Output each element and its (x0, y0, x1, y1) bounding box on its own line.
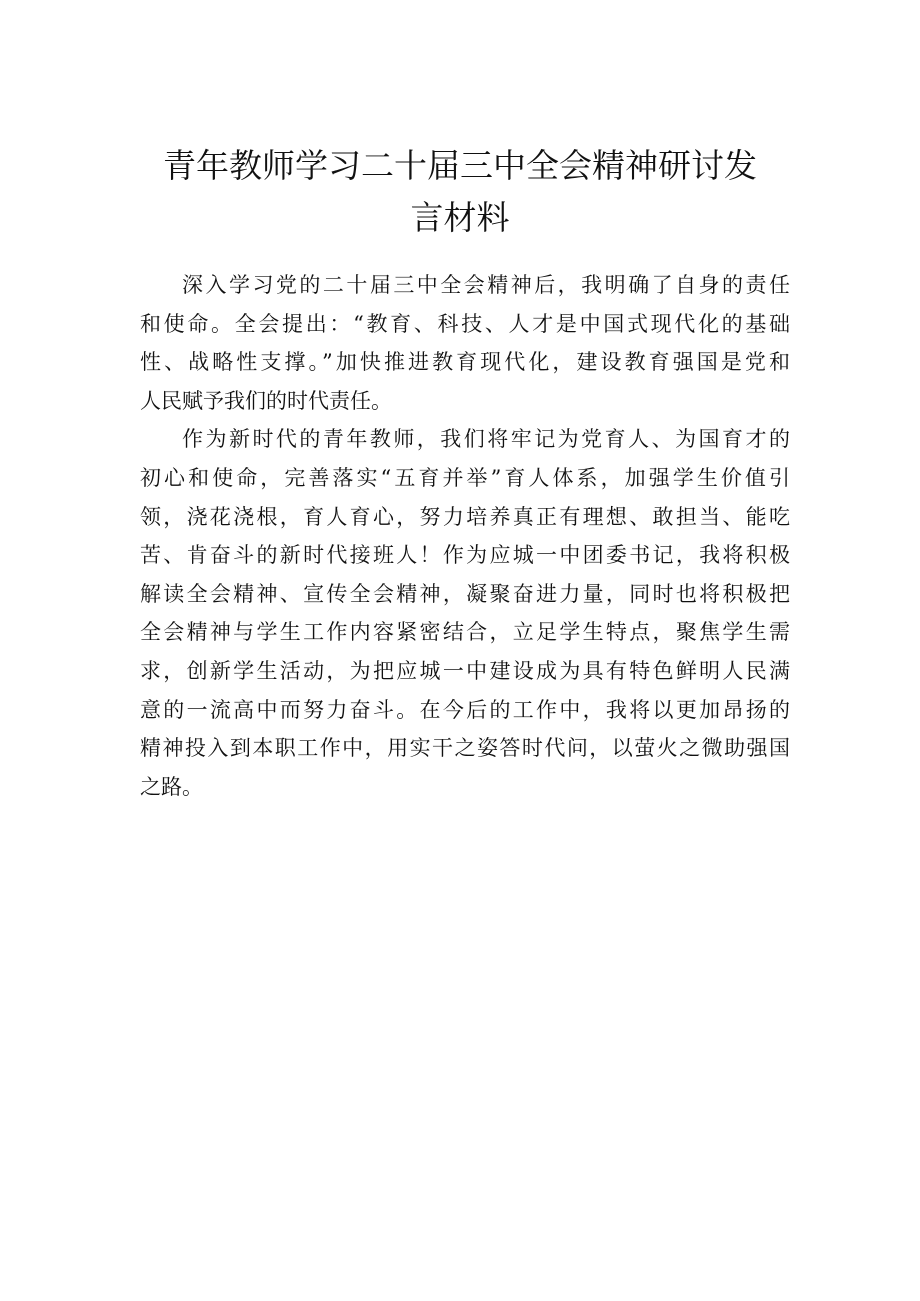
paragraph-line: 解读全会精神、宣传全会精神，凝聚奋进力量，同时也将积极把 (140, 581, 790, 606)
title-line-2: 言材料 (410, 198, 510, 237)
paragraph-line: 之路。 (140, 774, 203, 799)
document-title (140, 140, 780, 244)
paragraph-1 (140, 266, 790, 420)
paragraph-line: 求，创新学生活动，为把应城一中建设成为具有特色鲜明人民满 (140, 658, 790, 683)
paragraph-line: 性、战略性支撑。”加快推进教育现代化，建设教育强国是党和 (140, 350, 790, 375)
title-line-1: 青年教师学习二十届三中全会精神研讨发 (163, 146, 757, 185)
paragraph-2 (140, 420, 790, 806)
document-body (140, 266, 790, 806)
paragraph-line: 意的一流高中而努力奋斗。在今后的工作中，我将以更加昂扬的 (140, 697, 790, 722)
paragraph-line: 初心和使命，完善落实“五育并举”育人体系，加强学生价值引 (140, 465, 790, 490)
paragraph-line: 人民赋予我们的时代责任。 (140, 388, 392, 413)
paragraph-line: 全会精神与学生工作内容紧密结合，立足学生特点，聚焦学生需 (140, 620, 790, 645)
paragraph-line: 领，浇花浇根，育人育心，努力培养真正有理想、敢担当、能吃 (140, 504, 790, 529)
paragraph-line: 精神投入到本职工作中，用实干之姿答时代问，以萤火之微助强国 (140, 736, 790, 761)
paragraph-line: 苦、肯奋斗的新时代接班人！作为应城一中团委书记，我将积极 (140, 543, 790, 568)
paragraph-line: 和使命。全会提出：“教育、科技、人才是中国式现代化的基础 (140, 311, 790, 336)
paragraph-line: 深入学习党的二十届三中全会精神后，我明确了自身的责任 (182, 273, 790, 297)
paragraph-line: 作为新时代的青年教师，我们将牢记为党育人、为国育才的 (182, 427, 790, 452)
